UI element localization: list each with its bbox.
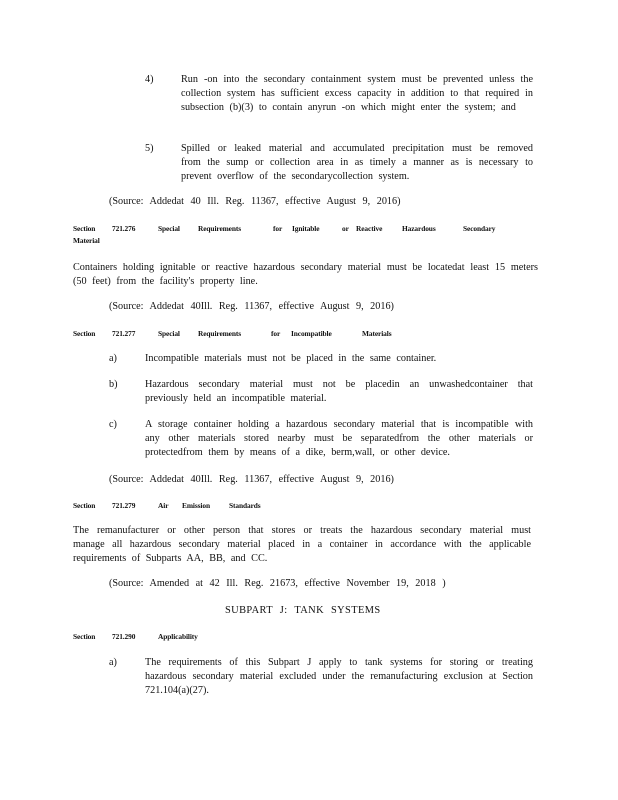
heading-word: Requirements [198, 329, 242, 338]
heading-word: or [342, 224, 349, 233]
subpart-title: SUBPART J: TANK SYSTEMS [225, 605, 381, 616]
heading-word: Reactive [356, 224, 383, 233]
item-text: Run -on into the secondary containment system must be prevented unless the collection system has sufficient excess capacity in addition to that required in subsection (b)(3) to contain anyrun -on which might enter the system; and [181, 74, 533, 113]
subsection-item-4 [145, 73, 535, 133]
section-heading-721-277 [73, 328, 473, 340]
subsection-item-b [109, 378, 534, 408]
item-label: c) [109, 419, 117, 430]
section-heading-721-276 [73, 223, 513, 247]
item-label: b) [109, 379, 118, 390]
heading-word: Materials [362, 329, 392, 338]
section-heading-721-290 [73, 631, 273, 643]
heading-word: 721.276 [112, 224, 136, 233]
item-label: a) [109, 353, 117, 364]
source-note: (Source: Addedat 40 Ill. Reg. 11367, effective August 9, 2016) [109, 196, 401, 207]
item-label: 5) [145, 143, 154, 154]
subsection-item-a [109, 656, 534, 701]
heading-word: for [273, 224, 283, 233]
subsection-item-c [109, 418, 534, 463]
heading-word: Standards [229, 501, 261, 510]
heading-word: Hazardous [402, 224, 436, 233]
heading-word: for [271, 329, 281, 338]
heading-word: Section [73, 632, 96, 641]
item-text: Incompatible materials must not be placed in the same container. [145, 353, 437, 364]
heading-word: Section [73, 501, 96, 510]
heading-word: 721.277 [112, 329, 136, 338]
paragraph-721-279: The remanufacturer or other person that stores or treats the hazardous secondary material must manage all hazardous secondary material placed in a container in accordance with the applicable requirements of Subparts AA, BB, and CC. [73, 525, 531, 564]
item-text: Spilled or leaked material and accumulated precipitation must be removed from the sump or collection area in as timely a manner as is necessary to prevent overflow of the secondarycollection system. [181, 143, 533, 182]
item-label: 4) [145, 74, 154, 85]
item-text: Hazardous secondary material must not be placedin an unwashedcontainer that previously held an incompatible material. [145, 379, 533, 404]
heading-word: Incompatible [291, 329, 332, 338]
heading-word: Material [73, 236, 100, 245]
heading-word: Secondary [463, 224, 496, 233]
section-heading-721-279 [73, 500, 373, 512]
heading-word: Section [73, 224, 96, 233]
heading-word: Air [158, 501, 169, 510]
heading-word: Section [73, 329, 96, 338]
source-note: (Source: Addedat 40Ill. Reg. 11367, effective August 9, 2016) [109, 301, 394, 312]
heading-word: Ignitable [292, 224, 320, 233]
heading-word: Emission [182, 501, 210, 510]
subsection-item-a [109, 352, 534, 368]
item-text: A storage container holding a hazardous secondary material that is incompatible with any other materials stored nearby must be separatedfrom the other materials or protectedfrom them by means of a dike, berm,wall, or other device. [145, 419, 533, 458]
heading-word: 721.290 [112, 632, 136, 641]
heading-word: Requirements [198, 224, 242, 233]
item-label: a) [109, 657, 117, 668]
paragraph-721-276: Containers holding ignitable or reactive hazardous secondary material must be locatedat least 15 meters (50 feet) from the facility's property line. [73, 262, 538, 287]
heading-word: 721.279 [112, 501, 136, 510]
source-note: (Source: Addedat 40Ill. Reg. 11367, effective August 9, 2016) [109, 474, 394, 485]
heading-word: Special [158, 224, 180, 233]
item-text: The requirements of this Subpart J apply to tank systems for storing or treating hazardous secondary material excluded under the remanufacturing exclusion at Section 721.104(a)(27). [145, 657, 533, 696]
heading-word: Applicability [158, 632, 198, 641]
subsection-item-5 [145, 142, 535, 187]
source-note: (Source: Amended at 42 Ill. Reg. 21673, effective November 19, 2018 ) [109, 578, 446, 589]
heading-word: Special [158, 329, 180, 338]
